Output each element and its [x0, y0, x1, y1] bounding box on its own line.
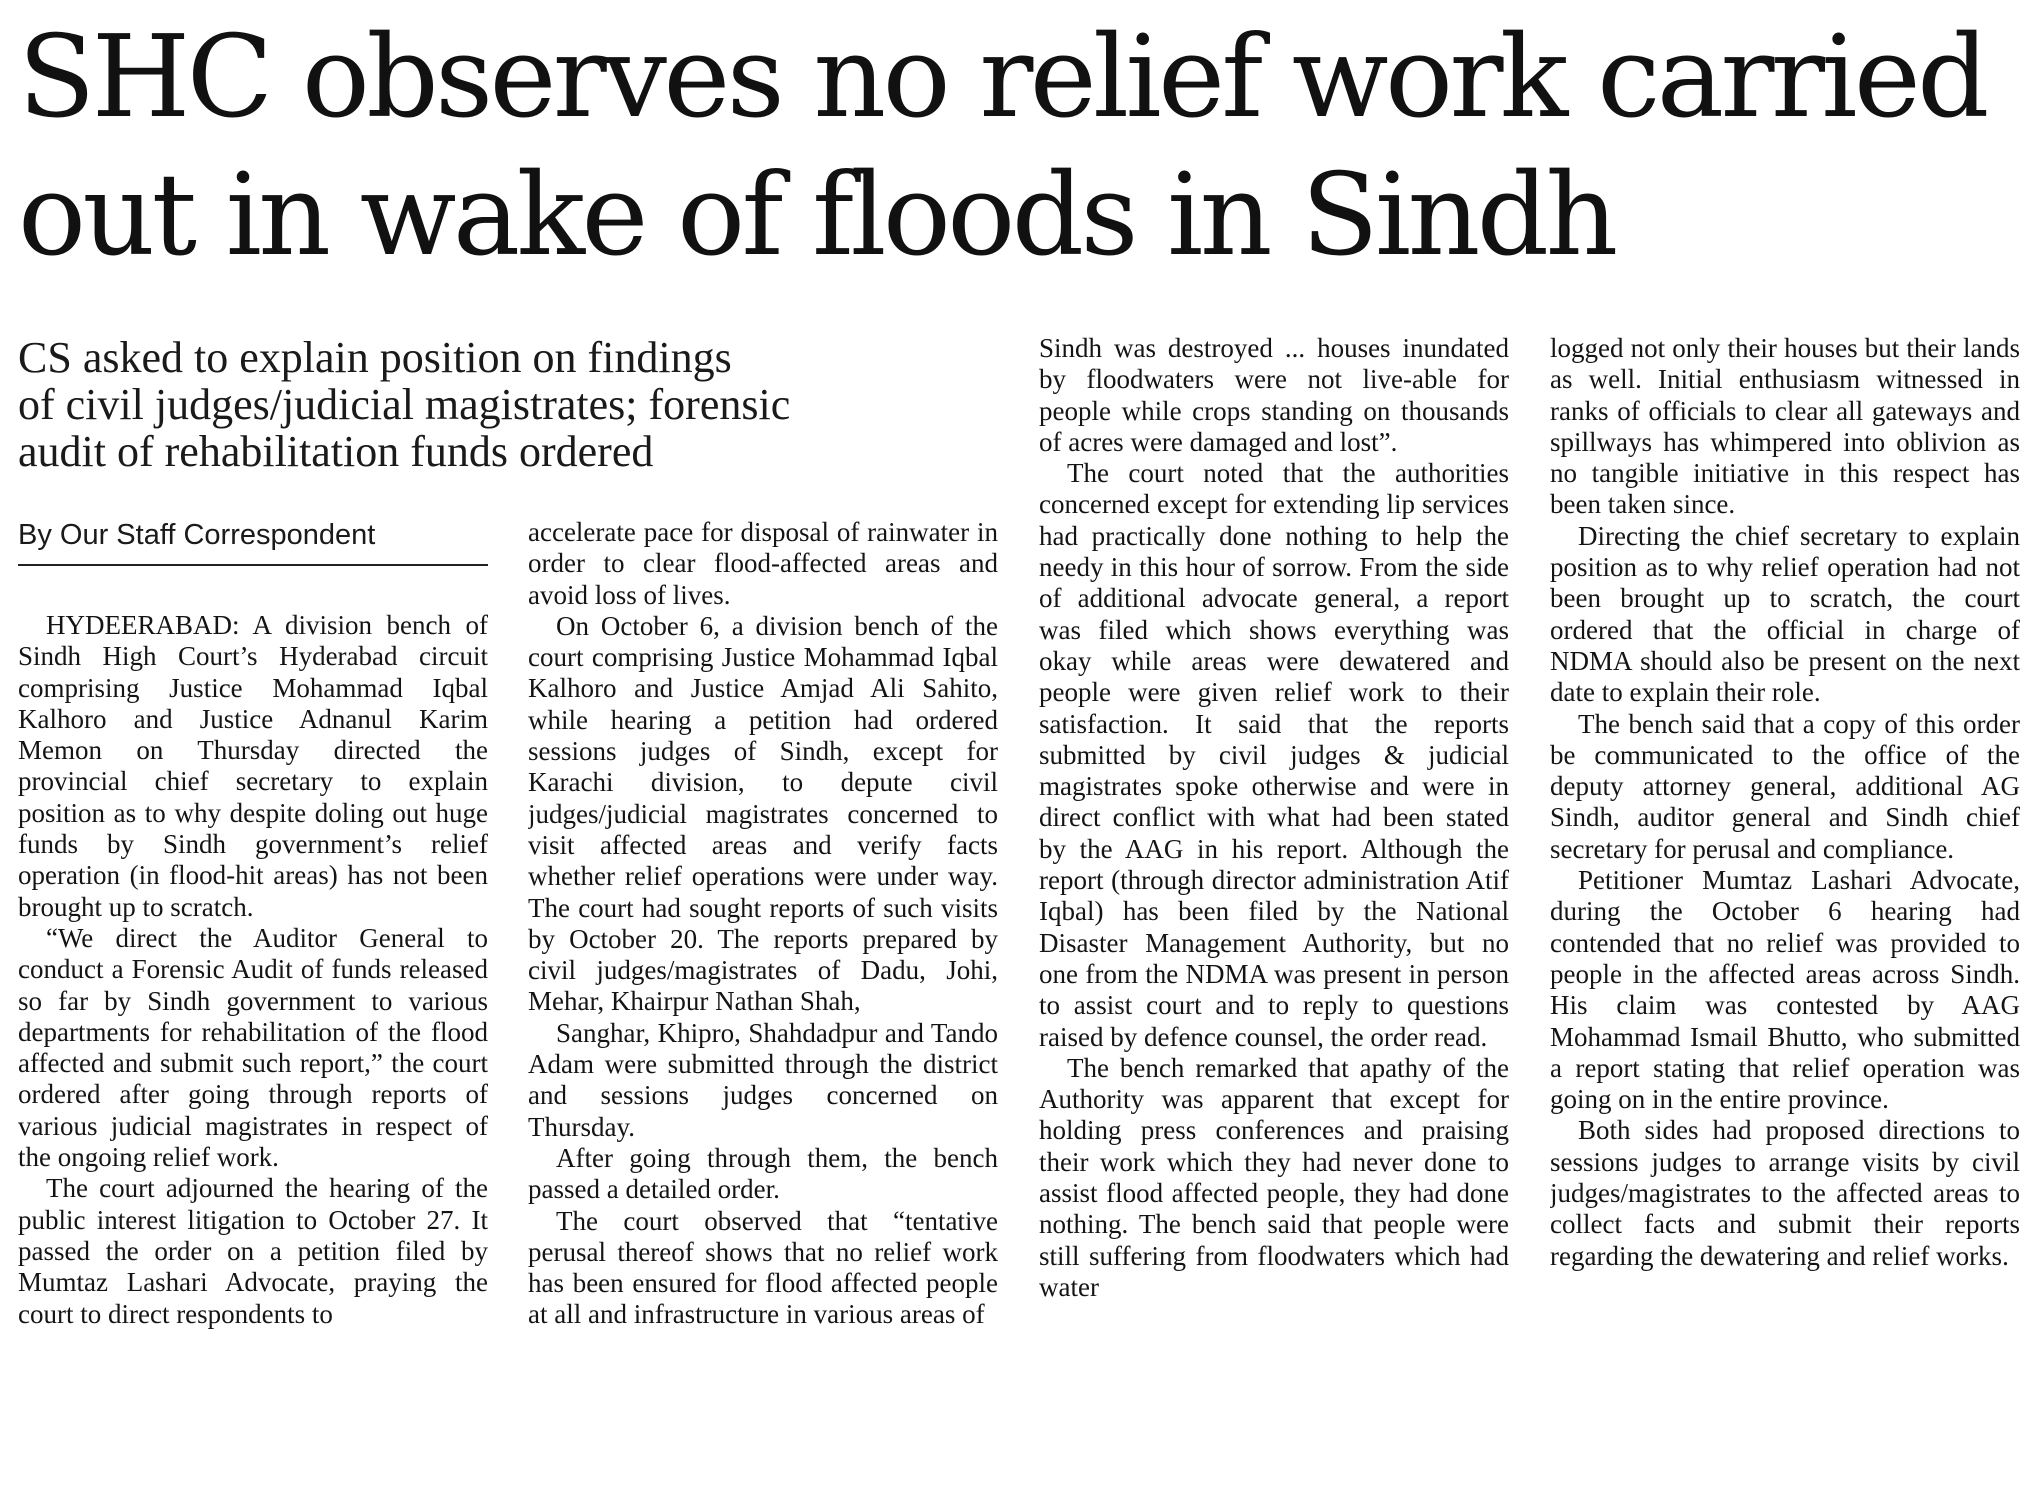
headline-line-2: out in wake of floods in Sindh — [18, 149, 1615, 281]
article-column-2 — [528, 517, 998, 1488]
paragraph: The court adjourned the hearing of the public interest litigation to October 27. It passed the order on a petition filed by Mumtaz Lashari Advocate, praying the court to direct respondents to — [18, 1173, 488, 1329]
article-column-4 — [1550, 333, 2020, 1488]
article-column-3 — [1039, 333, 1509, 1488]
paragraph: The bench said that a copy of this order be communicated to the office of the deputy attorney general, additional AG Sindh, auditor general and Sindh chief secretary for perusal and compliance. — [1550, 708, 2020, 864]
paragraph: HYDEERABAD: A division bench of Sindh High Court’s Hyderabad circuit comprising Justice Mohammad Iqbal Kalhoro and Justice Adnanul Karim Memon on Thursday directed the provincial chief secretary to explain position as to why despite doling out huge funds by Sindh government’s relief operation (in flood-hit areas) has not been brought up to scratch. — [18, 610, 488, 922]
subheadline-line-3: audit of rehabilitation funds ordered — [18, 427, 654, 476]
paragraph: The court noted that the authorities concerned except for extending lip services had practically done nothing to help the needy in this hour of sorrow. From the side of additional advocate general, a report was filed which shows everything was okay while areas were dewatered and people were given relief work to their satisfaction. It said that the reports submitted by civil judges & judicial magistrates spoke otherwise and were in direct conflict with what had been stated by the AAG in his report. Although the report (through director administration Atif Iqbal) has been filed by the National Disaster Management Authority, but no one from the NDMA was present in person to assist court and to reply to questions raised by defence counsel, the order read. — [1039, 458, 1509, 1052]
subheadline-line-1: CS asked to explain position on findings — [18, 333, 732, 382]
subheadline — [18, 334, 998, 475]
paragraph: Both sides had proposed directions to sessions judges to arrange visits by civil judges/magistrates to the affected areas to collect facts and submit their reports regarding the dewatering and relief works. — [1550, 1115, 2020, 1271]
paragraph: “We direct the Auditor General to conduct a Forensic Audit of funds released so far by Sindh government to various departments for rehabilitation of the flood affected and submit such report,” the court ordered after going through reports of various judicial magistrates in respect of the ongoing relief work. — [18, 922, 488, 1173]
paragraph: Directing the chief secretary to explain position as to why relief operation had not been brought up to scratch, the court ordered that the official in charge of NDMA should also be present on the next date to explain their role. — [1550, 520, 2020, 708]
paragraph: Petitioner Mumtaz Lashari Advocate, during the October 6 hearing had contended that no relief was provided to people in the affected areas across Sindh. His claim was contested by AAG Mohammad Ismail Bhutto, who submitted a report stating that relief operation was going on in the entire province. — [1550, 865, 2020, 1115]
subheadline-line-2: of civil judges/judicial magistrates; forensic — [18, 380, 791, 429]
byline: By Our Staff Correspondent — [18, 518, 488, 566]
paragraph: Sindh was destroyed ... houses inundated by floodwaters were not live-able for people while crops standing on thousands of acres were damaged and lost”. — [1039, 333, 1509, 457]
paragraph: The bench remarked that apathy of the Authority was apparent that except for holding press conferences and praising their work which they had never done to assist flood affected people, they had done nothing. The bench said that people were still suffering from floodwaters which had water — [1039, 1052, 1509, 1302]
paragraph: logged not only their houses but their lands as well. Initial enthusiasm witnessed in ranks of officials to clear all gateways and spillways has whimpered into oblivion as no tangible initiative in this respect has been taken since. — [1550, 333, 2020, 520]
paragraph: Sanghar, Khipro, Shahdadpur and Tando Adam were submitted through the district and sessions judges concerned on Thursday. — [528, 1017, 998, 1142]
paragraph: accelerate pace for disposal of rainwater in order to clear flood-affected areas and avoid loss of lives. — [528, 517, 998, 610]
paragraph: After going through them, the bench passed a detailed order. — [528, 1142, 998, 1205]
article-column-1 — [18, 610, 488, 1488]
paragraph: On October 6, a division bench of the court comprising Justice Mohammad Iqbal Kalhoro and Justice Amjad Ali Sahito, while hearing a petition had ordered sessions judges of Sindh, except for Karachi division, to depute civil judges/judicial magistrates concerned to visit affected areas and verify facts whether relief operations were under way. The court had sought reports of such visits by October 20. The reports prepared by civil judges/magistrates of Dadu, Johi, Mehar, Khairpur Nathan Shah, — [528, 610, 998, 1017]
headline — [18, 8, 2028, 284]
paragraph: The court observed that “tentative perusal thereof shows that no relief work has been ensured for flood affected people at all and infrastructure in various areas of — [528, 1205, 998, 1330]
headline-line-1: SHC observes no relief work carried — [18, 11, 1986, 143]
